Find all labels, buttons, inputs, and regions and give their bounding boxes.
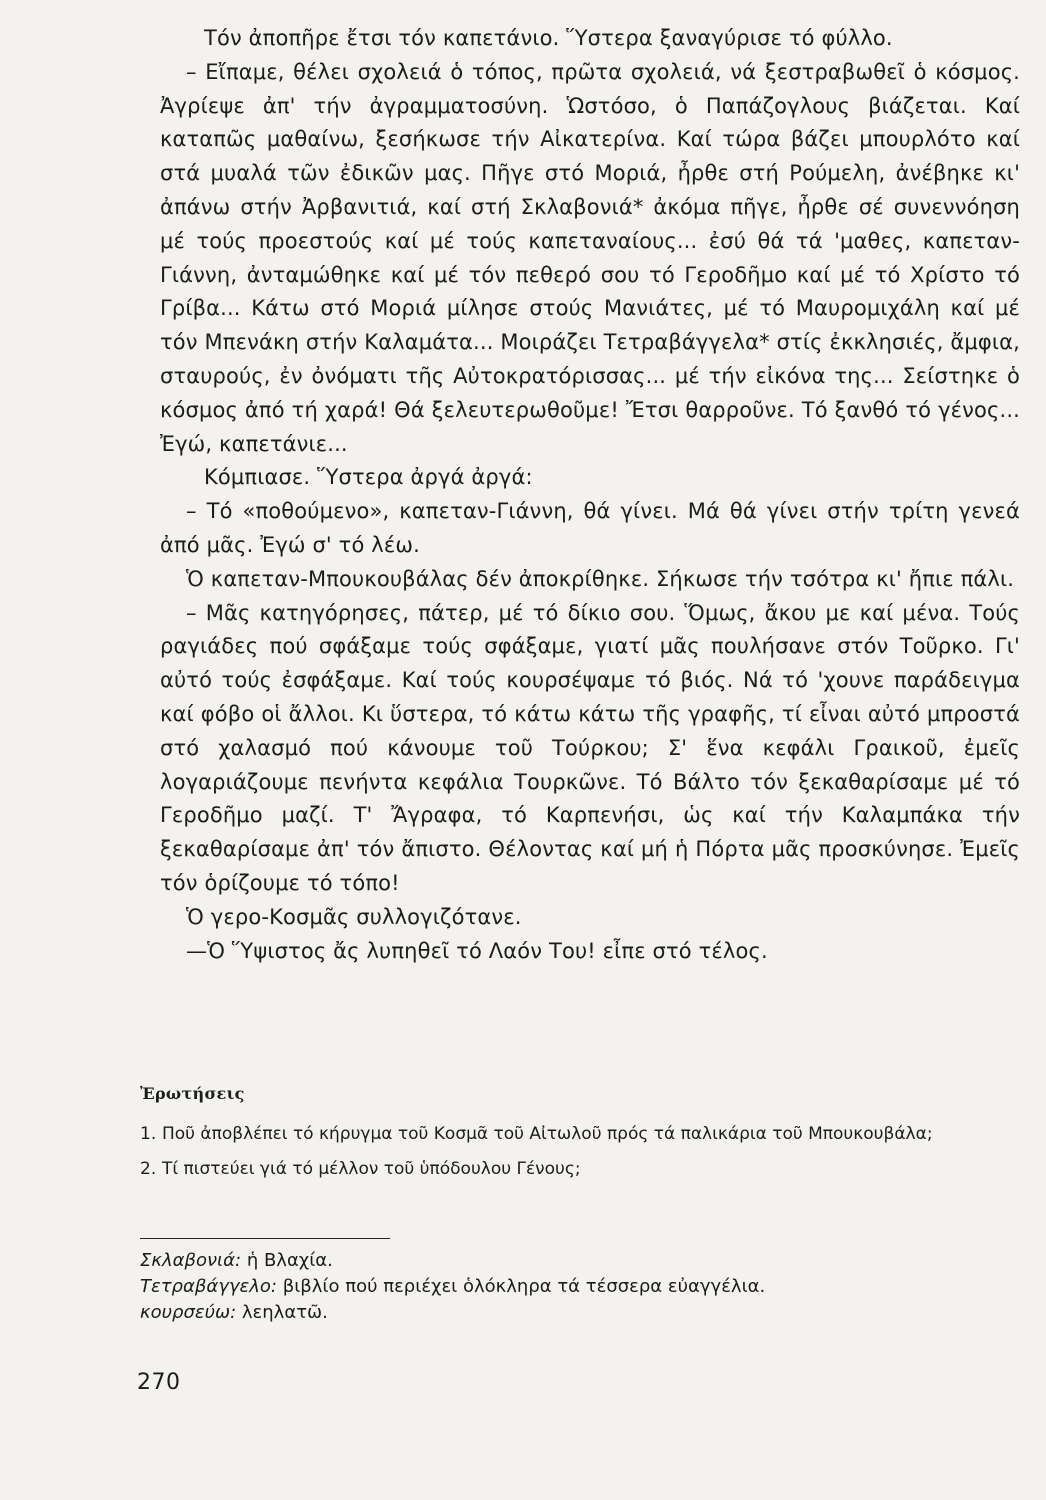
footnotes — [140, 1248, 1020, 1326]
footnote-term: Σκλαβονιά: — [140, 1250, 242, 1271]
footnote-term: Τετραβάγγελο: — [140, 1276, 277, 1297]
footnote — [140, 1248, 1020, 1274]
page-number: 270 — [137, 1370, 181, 1395]
paragraph: – Τό «ποθούμενο», καπεταν-Γιάννη, θά γίνει. Μά θά γίνει στήν τρίτη γενεά ἀπό μᾶς. Ἐγώ σ' τό λέω. — [160, 499, 1020, 557]
paragraph: Κόμπιασε. Ὕστερα ἀργά ἀργά: — [204, 465, 533, 490]
paragraph: Τόν ἀποπῆρε ἔτσι τόν καπετάνιο. Ὕστερα ξαναγύρισε τό φύλλο. — [204, 26, 893, 50]
questions-section — [140, 1080, 1020, 1191]
paragraph: Ὁ καπεταν-Μπουκουβάλας δέν ἀποκρίθηκε. Σήκωσε τήν τσότρα κι' ἤπιε πάλι. — [186, 566, 1015, 591]
questions-heading: Ἐρωτήσεις — [140, 1084, 245, 1103]
question-number: 1. — [140, 1124, 157, 1144]
footnote — [140, 1300, 1020, 1326]
question-text: Ποῦ ἀποβλέπει τό κήρυγμα τοῦ Κοσμᾶ τοῦ Αἰτωλοῦ πρός τά παλικάρια τοῦ Μπουκουβάλα; — [162, 1124, 933, 1144]
question-number: 2. — [140, 1159, 157, 1179]
paragraph: Ὁ γερο-Κοσμᾶς συλλογιζότανε. — [186, 904, 522, 929]
footnote-term: κουρσεύω: — [140, 1302, 237, 1323]
footnote-definition: βιβλίο πού περιέχει ὁλόκληρα τά τέσσερα εὐαγγέλια. — [282, 1276, 766, 1297]
question-text: Τί πιστεύει γιά τό μέλλον τοῦ ὑπόδουλου Γένους; — [162, 1159, 581, 1179]
paragraph: – Μᾶς κατηγόρησες, πάτερ, μέ τό δίκιο σου. Ὅμως, ἄκου με καί μένα. Τούς ραγιάδες πού σφάξαμε τούς σφάξαμε, γιατί μᾶς πουλήσανε στόν Τοῦρκο. Γι' αὐτό τούς ἐσφάξαμε. Καί τούς κουρσέψαμε τό βιός. Νά τό 'χουνε παράδειγμα καί φόβο οἱ ἄλλοι. Κι ὕστερα, τό κάτω κάτω τῆς γραφῆς, τί εἶναι αὐτό μπροστά στό χαλασμό πού κάνουμε τοῦ Τούρκου; Σ' ἕνα κεφάλι Γραικοῦ, ἐμεῖς λογαριάζουμε πενήντα κεφάλια Τουρκῶνε. Τό Βάλτο τόν ξεκαθαρίσαμε μέ τό Γεροδῆμο μαζί. Τ' Ἄγραφα, τό Καρπενήσι, ὡς καί τήν Καλαμπάκα τήν ξεκαθαρίσαμε ἀπ' τόν ἄπιστο. Θέλοντας καί μή ἡ Πόρτα μᾶς προσκύνησε. Ἐμεῖς τόν ὁρίζουμε τό τόπο! — [160, 600, 1020, 895]
footnote-divider — [140, 1238, 390, 1239]
question-item — [140, 1121, 1020, 1148]
paragraph: – Εἴπαμε, θέλει σχολειά ὁ τόπος, πρῶτα σχολειά, νά ξεστραβωθεῖ ὁ κόσμος. Ἀγρίεψε ἀπ' τήν ἀγραμματοσύνη. Ὡστόσο, ὁ Παπάζογλους βιάζεται. Καί καταπῶς μαθαίνω, ξεσήκωσε τήν Αἰκατερίνα. Καί τώρα βάζει μπουρλότο καί στά μυαλά τῶν ἐδικῶν μας. Πῆγε στό Μοριά, ἦρθε στή Ρούμελη, ἀνέβηκε κι' ἀπάνω στήν Ἀρβανιτιά, καί στή Σκλαβονιά* ἀκόμα πῆγε, ἦρθε σέ συνεννόηση μέ τούς προεστούς καί μέ τούς καπεταναίους... ἐσύ θά τά 'μαθες, καπεταν-Γιάννη, ἀνταμώθηκε καί μέ τόν πεθερό σου τό Γεροδῆμο καί μέ τό Χρίστο τό Γρίβα... Κάτω στό Μοριά μίλησε στούς Μανιάτες, μέ τό Μαυρομιχάλη καί μέ τόν Μπενάκη στήν Καλαμάτα... Μοιράζει Τετραβάγγελα* στίς ἐκκλησιές, ἄμφια, σταυρούς, ἐν ὀνόματι τῆς Αὐτοκρατόρισσας... μέ τήν εἰκόνα της... Σείστηκε ὁ κόσμος ἀπό τή χαρά! Θά ξελευτερωθοῦμε! Ἔτσι θαρροῦνε. Τό ξανθό τό γένος... Ἐγώ, καπετάνιε... — [160, 59, 1020, 456]
footnote-definition: ἡ Βλαχία. — [246, 1250, 333, 1271]
question-item — [140, 1156, 1020, 1183]
footnote — [140, 1274, 1020, 1300]
footnote-definition: λεηλατῶ. — [241, 1302, 328, 1323]
paragraph: —Ὁ Ὕψιστος ἄς λυπηθεῖ τό Λαόν Του! εἶπε στό τέλος. — [186, 938, 768, 963]
main-text — [160, 22, 1020, 968]
